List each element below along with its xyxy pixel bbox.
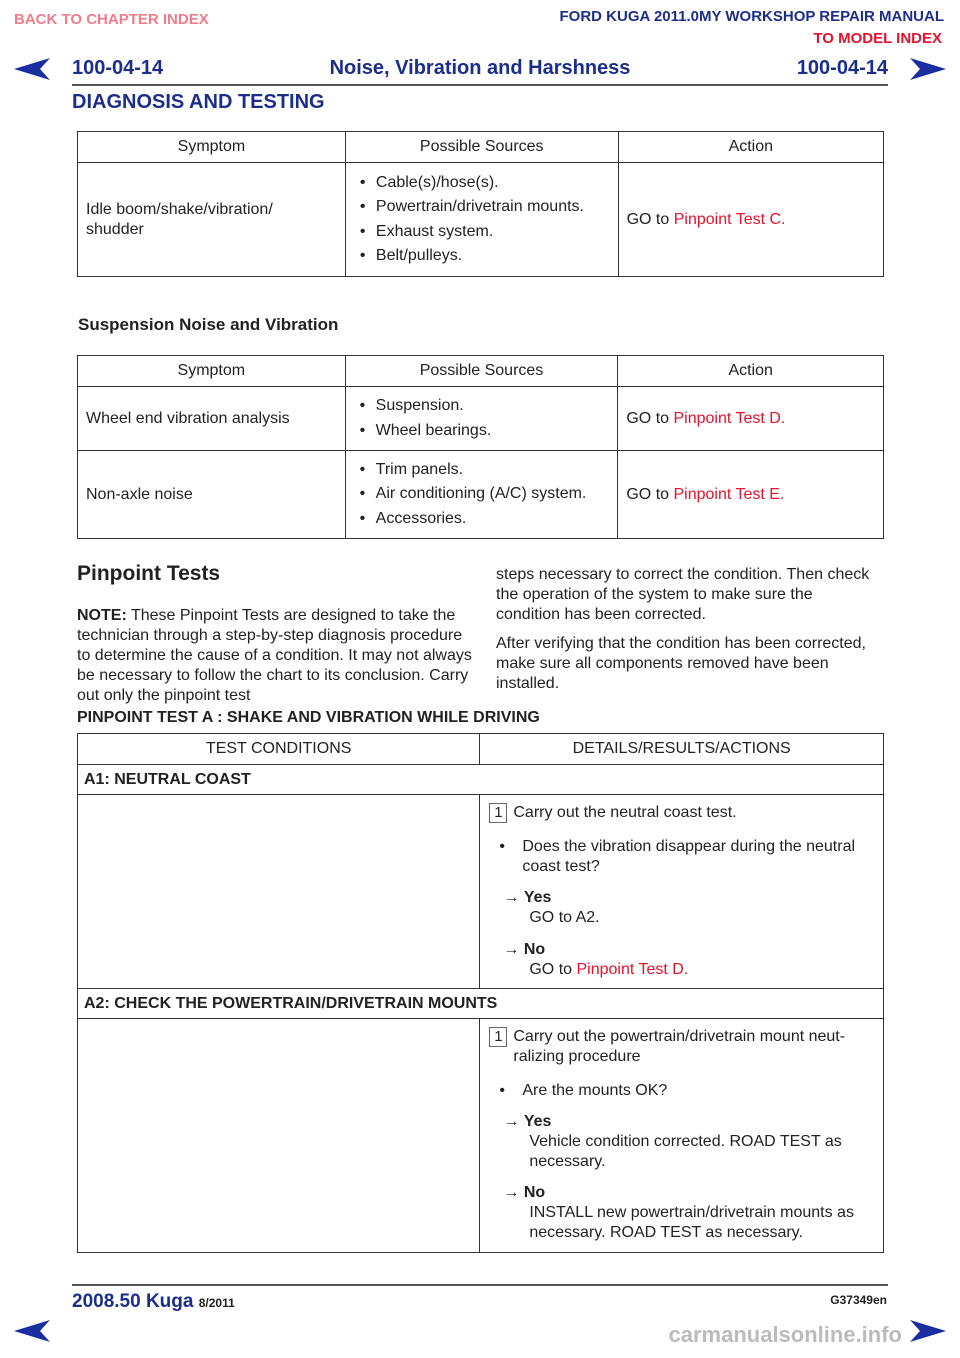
header-possible-sources: Possible Sources: [345, 132, 618, 163]
a2-step: 1 Carry out the powertrain/drivetrain mount neut-ralizing procedure: [489, 1027, 879, 1067]
header-rule: [72, 84, 888, 86]
a1-yes-branch: → Yes GO to A2.: [503, 889, 600, 926]
step-a1-label: A1: NEUTRAL COAST: [78, 765, 884, 795]
symptom-table-1: [77, 131, 884, 277]
header-symptom: Symptom: [78, 356, 346, 387]
back-to-chapter-index-link[interactable]: BACK TO CHAPTER INDEX: [14, 11, 209, 28]
header-symptom: Symptom: [78, 132, 346, 163]
sources-cell: [345, 163, 618, 277]
a2-details-cell: [480, 1019, 884, 1253]
sources-cell: [345, 451, 618, 539]
symptom-cell: Idle boom/shake/vibration/ shudder: [78, 163, 346, 277]
header-possible-sources: Possible Sources: [345, 356, 618, 387]
watermark: carmanualsonline.info: [668, 1322, 902, 1347]
source-item: • Powertrain/drivetrain mounts.: [354, 195, 610, 220]
pinpoint-test-a-title: PINPOINT TEST A : SHAKE AND VIBRATION WHILE DRIVING: [77, 709, 540, 726]
source-item: • Suspension.: [354, 394, 610, 419]
pinpoint-test-d-link[interactable]: Pinpoint Test D.: [576, 961, 689, 978]
symptom-cell: Non-axle noise: [78, 451, 346, 539]
page-number-left: 100-04-14: [72, 57, 164, 79]
step-a2-label: A2: CHECK THE POWERTRAIN/DRIVETRAIN MOUNTS: [78, 989, 884, 1019]
page-number-right: 100-04-14: [796, 57, 888, 79]
source-item: • Trim panels.: [354, 458, 610, 483]
pinpoint-test-c-link[interactable]: Pinpoint Test C.: [673, 210, 786, 228]
to-model-index-link[interactable]: TO MODEL INDEX: [813, 30, 942, 47]
manual-title: FORD KUGA 2011.0MY WORKSHOP REPAIR MANUAL: [559, 8, 944, 25]
pinpoint-note: NOTE: These Pinpoint Tests are designed to take the technician through a step-by-step diagnosis procedure to determine the cause of a condition. It may not always be necessary to follow the chart to its conclusion. Carry out only the pinpoint test: [77, 607, 472, 704]
footer-model: 2008.50 Kuga 8/2011: [72, 1291, 235, 1312]
a2-yes-branch: → Yes Vehicle condition corrected. ROAD TEST as necessary.: [503, 1113, 842, 1170]
action-cell: GO to Pinpoint Test E.: [618, 451, 884, 539]
a1-conditions-cell: [78, 795, 480, 989]
source-item: • Belt/pulleys.: [354, 244, 610, 269]
pinpoint-paragraph-2: After verifying that the condition has been corrected, make sure all components removed have been installed.: [496, 635, 866, 692]
header-action: Action: [618, 132, 883, 163]
suspension-heading: Suspension Noise and Vibration: [78, 315, 339, 334]
header-test-conditions: TEST CONDITIONS: [78, 734, 480, 765]
step-number: 1: [489, 803, 507, 823]
header-action: Action: [618, 356, 884, 387]
a1-details-cell: [480, 795, 884, 989]
section-title: Noise, Vibration and Harshness: [329, 57, 631, 79]
source-item: • Wheel bearings.: [354, 419, 610, 444]
a1-question: • Does the vibration disappear during the neutral coast test?: [499, 838, 856, 875]
step-number: 1: [489, 1027, 507, 1047]
sources-cell: [345, 387, 618, 451]
pinpoint-test-e-link[interactable]: Pinpoint Test E.: [673, 485, 785, 503]
pinpoint-paragraph-1: steps necessary to correct the condition. Then check the operation of the system to make sure the condition has been corrected.: [496, 566, 870, 623]
previous-page-arrow-icon[interactable]: [14, 1320, 50, 1347]
source-item: • Air conditioning (A/C) system.: [354, 482, 610, 507]
source-item: • Accessories.: [354, 507, 610, 532]
footer-rule: [72, 1284, 888, 1286]
a1-no-branch: → No GO to Pinpoint Test D.: [503, 941, 689, 978]
header-details-results-actions: DETAILS/RESULTS/ACTIONS: [480, 734, 884, 765]
action-cell: GO to Pinpoint Test C.: [618, 163, 883, 277]
a2-conditions-cell: [78, 1019, 480, 1253]
next-page-arrow-icon[interactable]: [910, 1320, 946, 1347]
a2-question: • Are the mounts OK?: [499, 1082, 668, 1099]
footer-code: G37349en: [830, 1293, 887, 1307]
a2-no-branch: → No INSTALL new powertrain/drivetrain mounts as necessary. ROAD TEST as necessary.: [503, 1184, 854, 1241]
source-item: • Exhaust system.: [354, 220, 610, 245]
suspension-table: [77, 355, 884, 539]
pinpoint-test-d-link[interactable]: Pinpoint Test D.: [673, 409, 786, 427]
pinpoint-test-a-table: [77, 733, 884, 1253]
pinpoint-tests-heading: Pinpoint Tests: [77, 562, 221, 585]
action-cell: GO to Pinpoint Test D.: [618, 387, 884, 451]
a1-step: 1 Carry out the neutral coast test.: [489, 803, 879, 823]
symptom-cell: Wheel end vibration analysis: [78, 387, 346, 451]
source-item: • Cable(s)/hose(s).: [354, 171, 610, 196]
page-subtitle: DIAGNOSIS AND TESTING: [72, 91, 325, 113]
